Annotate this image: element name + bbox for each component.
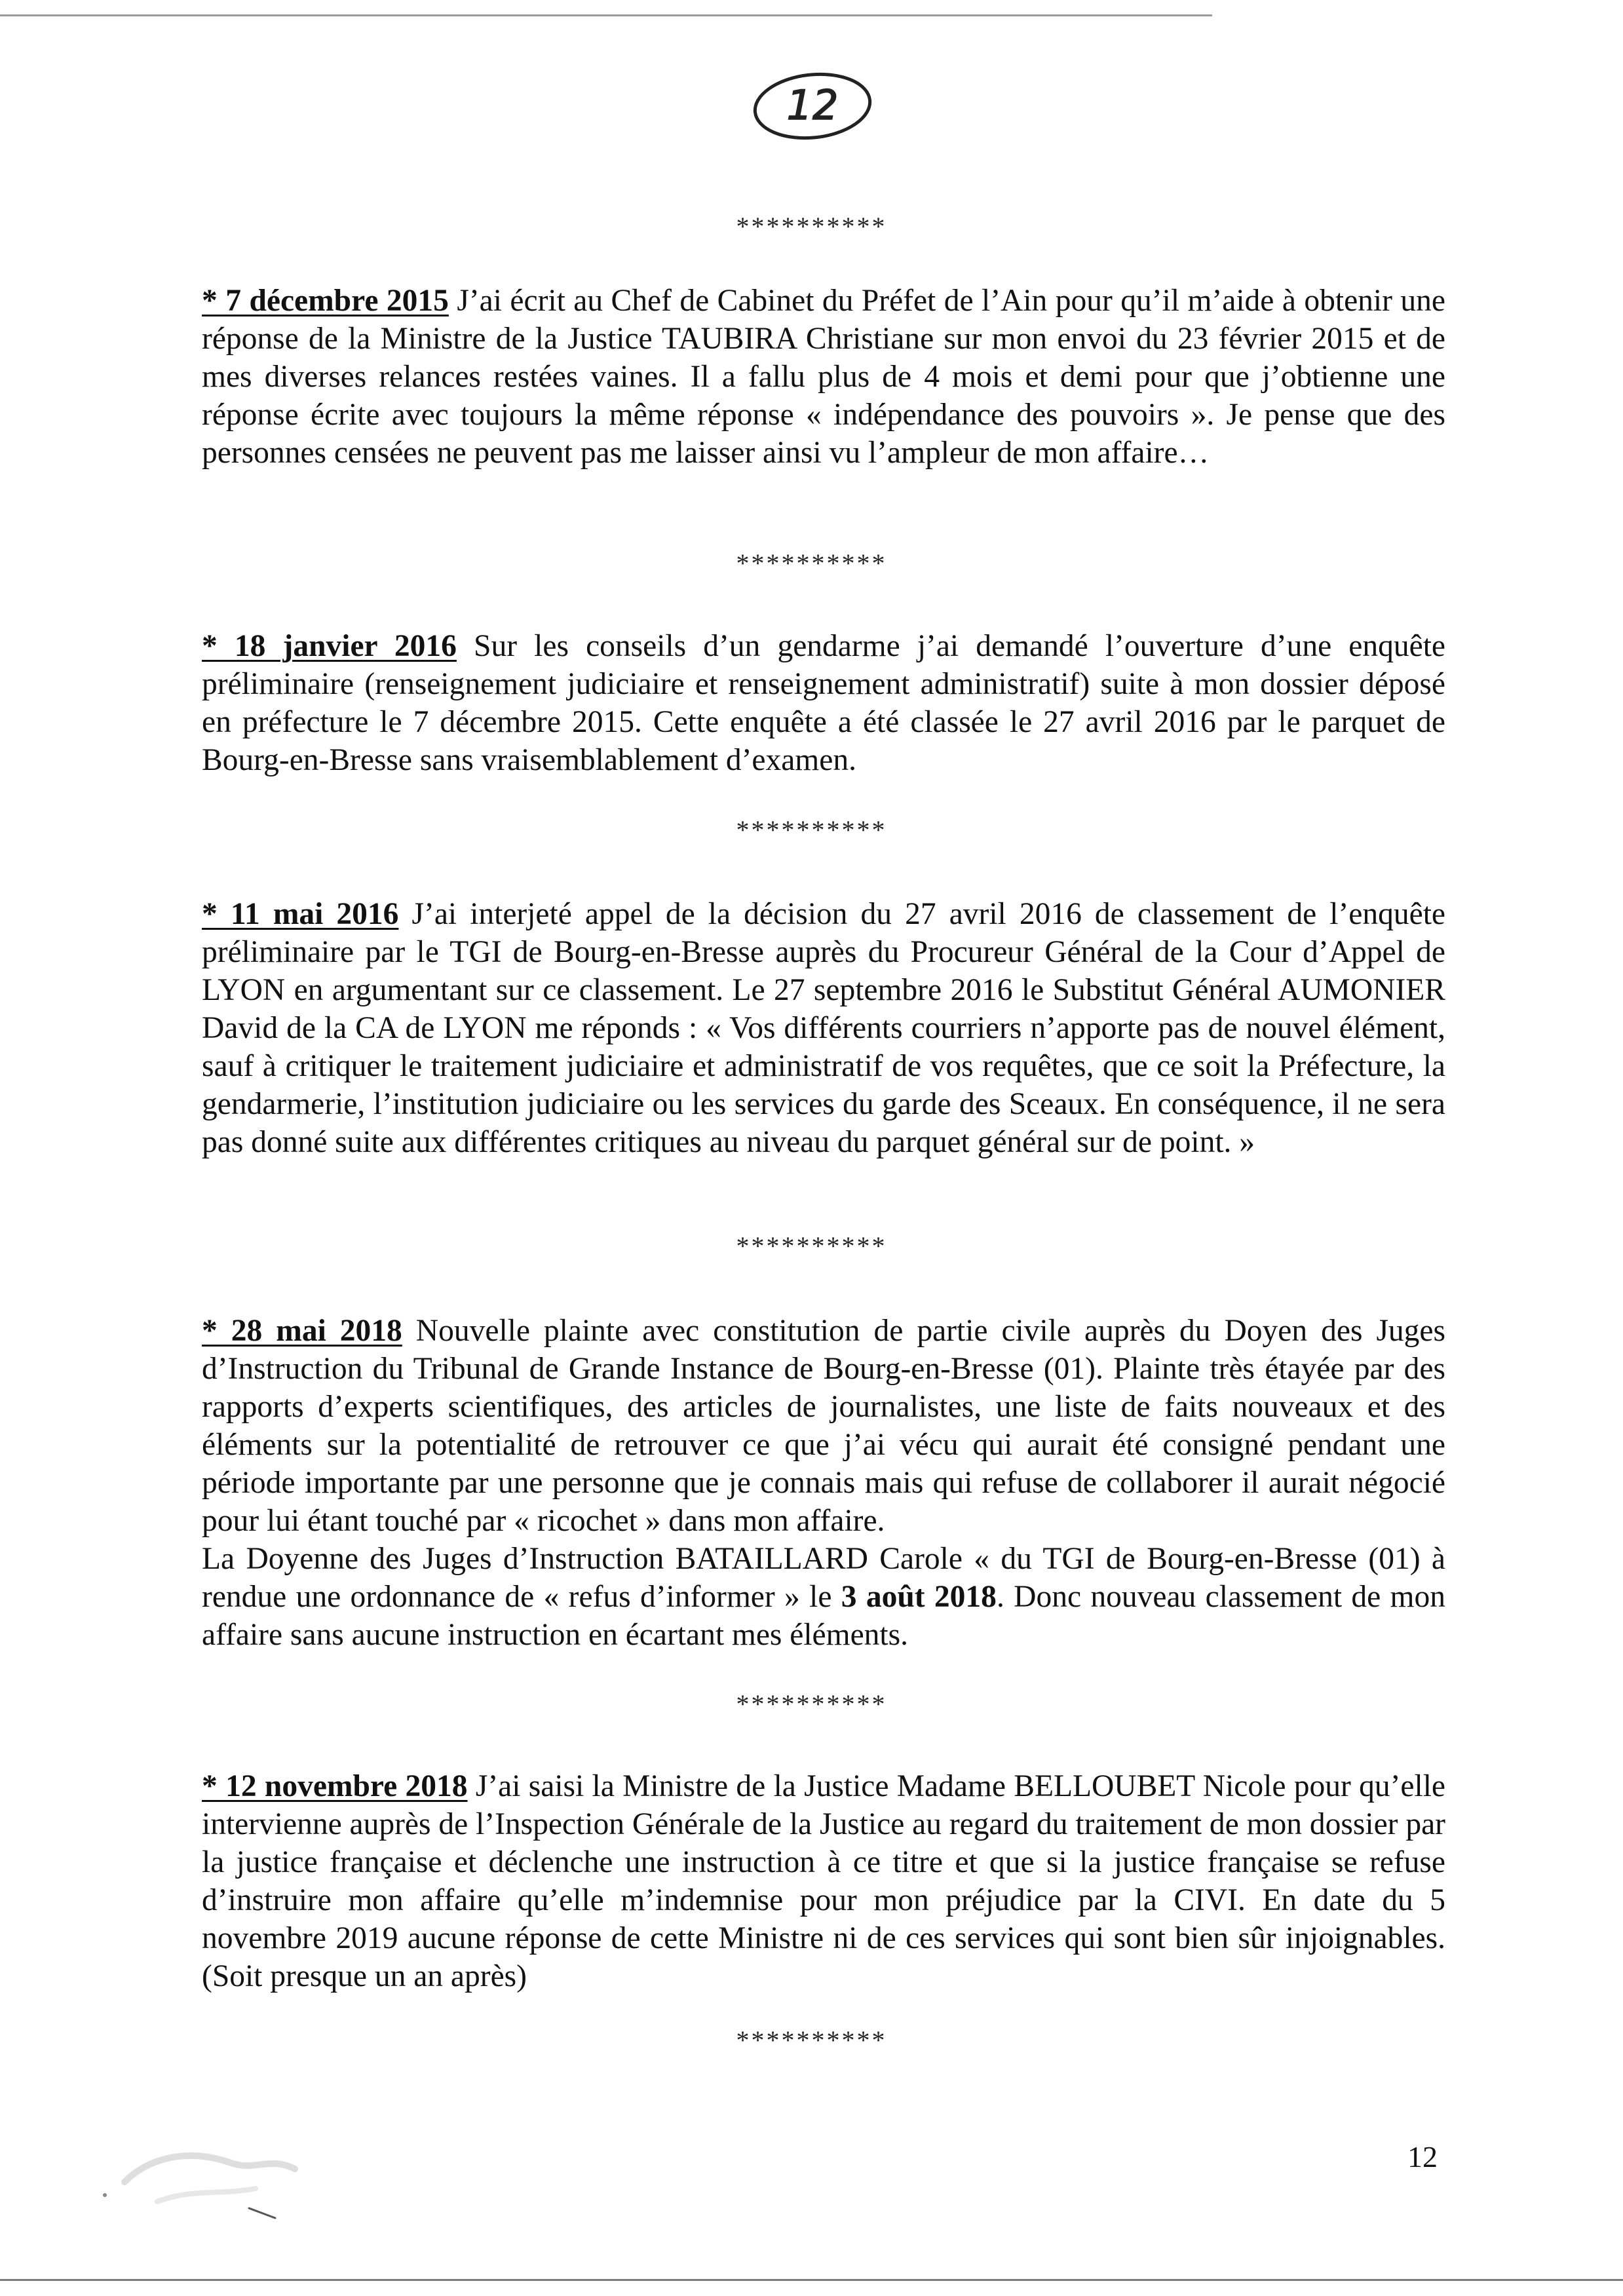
separator: **********	[736, 212, 887, 241]
handwritten-page-number-mark	[747, 66, 878, 151]
entry-text: J’ai saisi la Ministre de la Justice Madame BELLOUBET Nicole pour qu’elle intervienne auprès de l’Inspection Générale de la Justice au regard du traitement de mon dossier par la justice française et déclenche une instruction à ce titre et que si la justice française se refuse d’instruire mon affaire qu’elle m’indemnise pour mon préjudice par la CIVI. En date du 5 novembre 2019 aucune réponse de cette Ministre ni de ces services qui sont bien sûr injoignables. (Soit presque un an après)	[202, 1769, 1445, 1993]
entry-11-mai-2016	[202, 895, 1445, 1161]
entry-text: J’ai écrit au Chef de Cabinet du Préfet de l’Ain pour qu’il m’aide à obtenir une réponse de la Ministre de la Justice TAUBIRA Christiane sur mon envoi du 23 février 2015 et de mes diverses relances restées vaines. Il a fallu plus de 4 mois et demi pour que j’obtienne une réponse écrite avec toujours la même réponse « indépendance des pouvoirs ». Je pense que des personnes censées ne peuvent pas me laisser ainsi vu l’ampleur de mon affaire…	[202, 284, 1445, 470]
entry-bold-date: 3 août 2018	[841, 1580, 997, 1614]
entry-text: Sur les conseils d’un gendarme j’ai demandé l’ouverture d’une enquête préliminaire (renseignement judiciaire et renseignement administratif) suite à mon dossier déposé en préfecture le 7 décembre 2015. Cette enquête a été classée le 27 avril 2016 par le parquet de Bourg-en-Bresse sans vraisemblablement d’examen.	[202, 629, 1445, 777]
scan-smudge	[98, 2110, 347, 2228]
separator: **********	[736, 548, 887, 578]
entry-7-decembre-2015	[202, 282, 1445, 472]
entry-text: . Donc nouveau classement de mon affaire sans aucune instruction en écartant mes éléments.	[202, 1580, 1445, 1652]
entry-text: La Doyenne des Juges d’Instruction BATAILLARD Carole « du TGI de Bourg-en-Bresse (01) à rendue une ordonnance de « refus d’informer » le	[202, 1542, 1445, 1614]
separator: **********	[736, 1689, 887, 1719]
separator: **********	[736, 2025, 887, 2055]
entry-date: * 11 mai 2016	[202, 897, 399, 931]
entry-text: Nouvelle plainte avec constitution de partie civile auprès du Doyen des Juges d’Instruction du Tribunal de Grande Instance de Bourg-en-Bresse (01). Plainte très étayée par des rapports d’experts scientifiques, des articles de journalistes, une liste de faits nouveaux et des éléments sur la potentialité de retrouver ce que j’ai vécu qui aurait été consigné pendant une période importante par une personne que je connais mais qui refuse de collaborer il aurait négocié pour lui étant touché par « ricochet » dans mon affaire.	[202, 1314, 1445, 1538]
entry-12-novembre-2018	[202, 1767, 1445, 1995]
bottom-scan-line	[0, 2279, 1623, 2281]
entry-18-janvier-2016	[202, 627, 1445, 779]
entry-28-mai-2018	[202, 1312, 1445, 1654]
entry-text: J’ai interjeté appel de la décision du 27 avril 2016 de classement de l’enquête préliminaire par le TGI de Bourg-en-Bresse auprès du Procureur Général de la Cour d’Appel de LYON en argumentant sur ce classement. Le 27 septembre 2016 le Substitut Général AUMONIER David de la CA de LYON me réponds : « Vos différents courriers n’apporte pas de nouvel élément, sauf à critiquer le traitement judiciaire et administratif de vos requêtes, que ce soit la Préfecture, la gendarmerie, l’institution judiciaire ou les services du garde des Sceaux. En conséquence, il ne sera pas donné suite aux différentes critiques au niveau du parquet général sur de point. »	[202, 897, 1445, 1159]
separator: **********	[736, 815, 887, 845]
entry-date: * 28 mai 2018	[202, 1314, 402, 1348]
entry-date: * 7 décembre 2015	[202, 284, 449, 318]
top-scan-line	[0, 14, 1212, 16]
svg-text:12: 12	[786, 81, 839, 129]
entry-date: * 12 novembre 2018	[202, 1769, 468, 1803]
page-number: 12	[1407, 2140, 1438, 2173]
separator: **********	[736, 1231, 887, 1261]
entry-date: * 18 janvier 2016	[202, 629, 457, 663]
